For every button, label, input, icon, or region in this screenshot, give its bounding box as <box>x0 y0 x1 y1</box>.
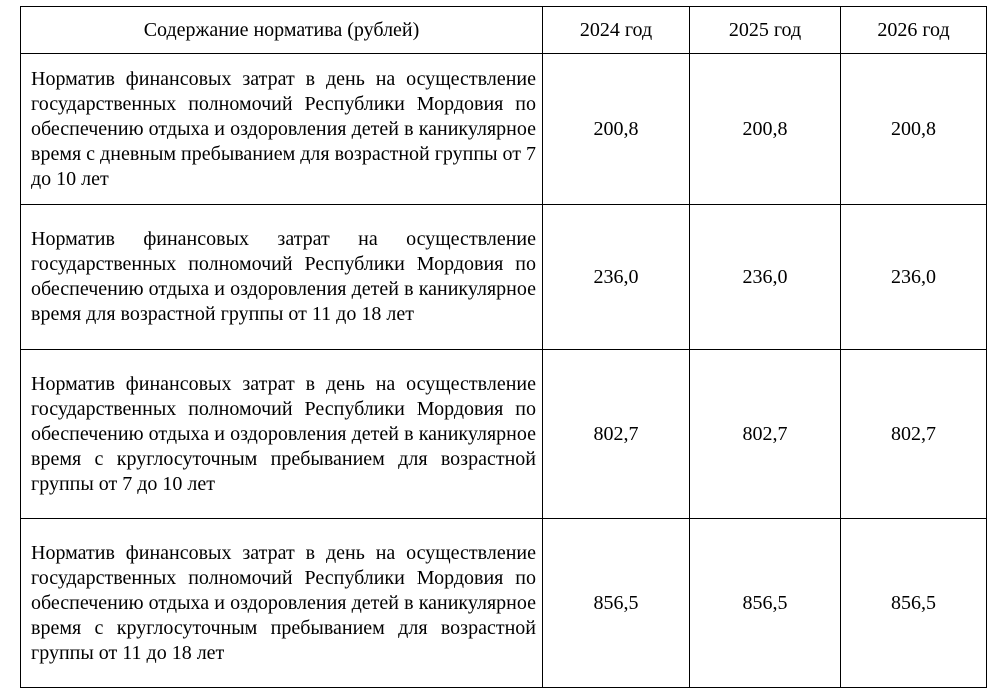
value-2024: 802,7 <box>543 350 690 519</box>
value-2026: 200,8 <box>841 54 987 205</box>
header-year-2025: 2025 год <box>690 7 841 54</box>
header-year-2024: 2024 год <box>543 7 690 54</box>
table-row <box>21 350 987 519</box>
value-2026: 802,7 <box>841 350 987 519</box>
value-2025: 802,7 <box>690 350 841 519</box>
table-row <box>21 519 987 688</box>
value-2025: 200,8 <box>690 54 841 205</box>
value-2025: 236,0 <box>690 205 841 350</box>
row-description: Норматив финансовых затрат в день на осуществление государственных полномочий Республики Мордовия по обеспечению отдыха и оздоровления детей в каникулярное время с круглосуточным пребыванием для возрастной группы от 11 до 18 лет <box>21 519 543 688</box>
value-2024: 236,0 <box>543 205 690 350</box>
value-2024: 200,8 <box>543 54 690 205</box>
norms-table <box>20 6 987 688</box>
value-2025: 856,5 <box>690 519 841 688</box>
value-2026: 236,0 <box>841 205 987 350</box>
table-header-row <box>21 7 987 54</box>
row-description: Норматив финансовых затрат в день на осуществление государственных полномочий Республики Мордовия по обеспечению отдыха и оздоровления детей в каникулярное время с круглосуточным пребыванием для возрастной группы от 7 до 10 лет <box>21 350 543 519</box>
row-description: Норматив финансовых затрат на осуществление государственных полномочий Республики Мордовия по обеспечению отдыха и оздоровления детей в каникулярное время для возрастной группы от 11 до 18 лет <box>21 205 543 350</box>
table-row <box>21 54 987 205</box>
value-2026: 856,5 <box>841 519 987 688</box>
header-year-2026: 2026 год <box>841 7 987 54</box>
header-description: Содержание норматива (рублей) <box>21 7 543 54</box>
row-description: Норматив финансовых затрат в день на осуществление государственных полномочий Республики Мордовия по обеспечению отдыха и оздоровления детей в каникулярное время с дневным пребыванием для возрастной группы от 7 до 10 лет <box>21 54 543 205</box>
table-row <box>21 205 987 350</box>
value-2024: 856,5 <box>543 519 690 688</box>
